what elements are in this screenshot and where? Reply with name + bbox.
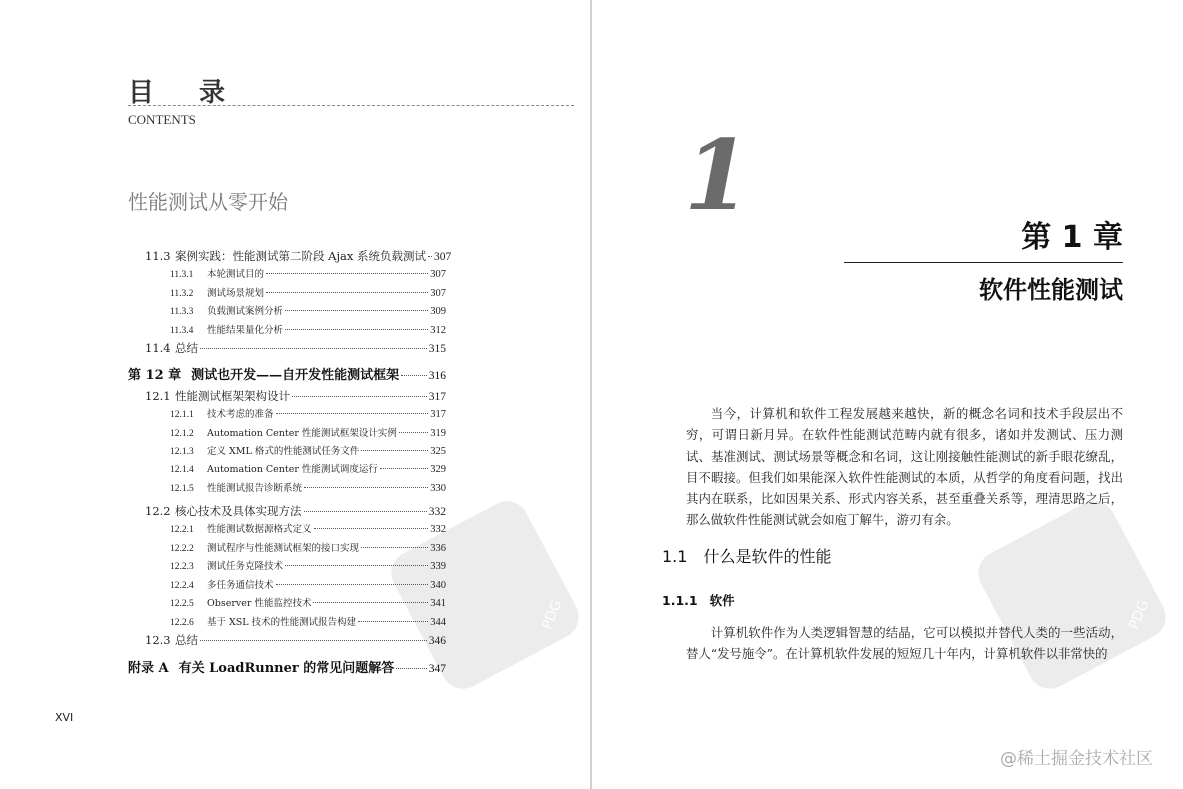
subsection-number: 1.1.1 (662, 593, 698, 608)
toc-entry (170, 540, 446, 554)
body-paragraph: 计算机软件作为人类逻辑智慧的结晶，它可以模拟并替代人类的一些活动，替人“发号施令”。在计算机软件发展的短短几十年内，计算机软件以非常快的 (686, 625, 1123, 662)
toc-entry-number: 12.2.5 (170, 599, 194, 609)
toc-entry-number: 11.4 (145, 341, 171, 355)
toc-entry-page: 312 (430, 325, 446, 336)
toc-entry-page: 309 (430, 306, 446, 317)
toc-leader-dots (292, 396, 427, 397)
toc-entry-number: 12.2.1 (170, 525, 194, 535)
toc-entry (170, 480, 446, 494)
toc-leader-dots (266, 273, 428, 274)
toc-entry-title: 核心技术及具体实现方法 (175, 504, 302, 518)
left-page (0, 0, 591, 789)
toc-leader-dots (285, 329, 428, 330)
toc-entry (170, 285, 446, 299)
toc-entry-number: 12.1.5 (170, 484, 194, 494)
toc-entry-page: 332 (428, 506, 446, 518)
toc-chapter-entry (128, 657, 446, 676)
toc-entry-title: 基于 XSL 技术的性能测试报告构建 (207, 617, 357, 628)
toc-entry-title: 测试场景规划 (207, 288, 265, 299)
toc-entry (145, 388, 446, 404)
book-title: 性能测试从零开始 (128, 190, 288, 214)
toc-entry-page: 329 (430, 464, 446, 475)
section-heading (662, 544, 831, 567)
toc-entry-number: 12.2 (145, 504, 171, 518)
toc-entry-number: 11.3.2 (170, 289, 194, 299)
toc-entry-title: 性能测试数据源格式定义 (207, 524, 312, 535)
chapter-number: 第 1 章 (1021, 220, 1123, 255)
toc-leader-dots (200, 640, 427, 641)
toc-leader-dots (401, 375, 427, 376)
toc-entry-page: 347 (428, 663, 446, 675)
toc-entry (170, 461, 446, 475)
toc-title-rule (128, 105, 574, 106)
toc-entry-page: 316 (428, 370, 446, 382)
toc-entry-page: 319 (430, 428, 446, 439)
toc-leader-dots (428, 256, 432, 257)
toc-entry-page: 339 (430, 561, 446, 572)
toc-entry-number: 12.2.6 (170, 618, 194, 628)
toc-entry-title: 测试也开发——自开发性能测试框架 (191, 368, 400, 383)
toc-entry (145, 632, 446, 648)
toc-entry-page: 307 (430, 288, 446, 299)
toc-entry-page: 332 (430, 524, 446, 535)
toc-entry-title: 定义 XML 格式的性能测试任务文件 (207, 446, 360, 457)
toc-entry-page: 317 (428, 391, 446, 403)
toc-chapter-entry (128, 364, 446, 383)
toc-entry-number: 12.3 (145, 633, 171, 647)
toc-entry-number: 11.3.3 (170, 307, 194, 317)
toc-entry-page: 340 (430, 580, 446, 591)
toc-entry-number: 11.3.4 (170, 326, 194, 336)
chapter-title: 软件性能测试 (979, 276, 1123, 304)
toc-entry (145, 340, 446, 356)
page-folio: XVI (55, 711, 74, 724)
toc-entry-title: 性能测试框架架构设计 (175, 389, 290, 403)
toc-entry-title: Automation Center 性能测试调度运行 (207, 464, 378, 475)
toc-entry (170, 577, 446, 591)
toc-entry (170, 614, 446, 628)
toc-entry (145, 248, 452, 264)
toc-title: 目 录 (128, 78, 244, 108)
toc-leader-dots (361, 547, 428, 548)
toc-leader-dots (399, 432, 428, 433)
toc-entry (170, 425, 446, 439)
toc-entry (170, 558, 446, 572)
site-watermark: @稀土掘金技术社区 (1000, 749, 1153, 769)
toc-leader-dots (304, 487, 428, 488)
toc-entry-number: 12.1.3 (170, 447, 194, 457)
toc-entry-number: 12.2.3 (170, 562, 194, 572)
toc-entry-page: 315 (428, 343, 446, 355)
toc-entry (170, 322, 446, 336)
toc-entry-title: 负载测试案例分析 (207, 306, 284, 317)
toc-entry-page: 346 (428, 635, 446, 647)
toc-leader-dots (266, 292, 428, 293)
chapter-rule (844, 262, 1123, 263)
toc-entry-title: 案例实践：性能测试第二阶段 Ajax 系统负载测试 (175, 249, 427, 263)
toc-entry-title: 性能测试报告诊断系统 (207, 483, 303, 494)
toc-leader-dots (276, 584, 429, 585)
toc-entry (170, 303, 446, 317)
toc-entry-page: 325 (430, 446, 446, 457)
toc-leader-dots (313, 602, 428, 603)
toc-entry (170, 521, 446, 535)
toc-leader-dots (314, 528, 429, 529)
toc-entry-number: 附录 A (128, 661, 169, 676)
pdg-watermark-text: PDG (539, 597, 566, 632)
toc-leader-dots (276, 413, 429, 414)
toc-entry-title: 总结 (175, 341, 198, 355)
toc-subtitle: CONTENTS (128, 112, 196, 127)
toc-entry-title: 总结 (175, 633, 198, 647)
toc-entry-title: 技术考虑的准备 (207, 409, 274, 420)
pdg-watermark-text: PDG (1126, 597, 1153, 632)
toc-entry (170, 595, 446, 609)
toc-entry-page: 344 (430, 617, 446, 628)
toc-entry-number: 11.3.1 (170, 270, 194, 280)
toc-entry-title: 有关 LoadRunner 的常见问题解答 (178, 661, 395, 676)
right-page (592, 0, 1183, 789)
toc-entry-title: 测试程序与性能测试框架的接口实现 (207, 543, 360, 554)
toc-leader-dots (380, 468, 428, 469)
toc-entry (170, 266, 446, 280)
toc-entry-page: 336 (430, 543, 446, 554)
toc-entry-title: 测试任务克隆技术 (207, 561, 284, 572)
toc-entry-page: 307 (434, 251, 452, 263)
toc-entry-title: Automation Center 性能测试框架设计实例 (207, 428, 397, 439)
toc-leader-dots (304, 511, 427, 512)
toc-entry (145, 503, 446, 519)
toc-leader-dots (358, 621, 428, 622)
toc-entry-number: 12.1.4 (170, 465, 194, 475)
section-title: 什么是软件的性能 (703, 547, 832, 566)
toc-entry-title: 性能结果量化分析 (207, 325, 284, 336)
toc-entry-number: 12.2.2 (170, 544, 194, 554)
toc-entry-number: 12.1.2 (170, 429, 194, 439)
toc-leader-dots (285, 565, 428, 566)
subsection-title: 软件 (709, 593, 735, 608)
toc-entry-page: 317 (430, 409, 446, 420)
toc-entry-title: 多任务通信技术 (207, 580, 274, 591)
toc-entry-title: 本轮测试目的 (207, 269, 265, 280)
section-number: 1.1 (662, 547, 688, 566)
toc-entry-number: 12.1.1 (170, 410, 194, 420)
toc-entry-number: 12.2.4 (170, 581, 194, 591)
toc-entry-number: 第 12 章 (128, 368, 182, 383)
toc-entry-number: 12.1 (145, 389, 171, 403)
toc-leader-dots (396, 668, 426, 669)
intro-paragraph: 当今，计算机和软件工程发展越来越快，新的概念名词和技术手段层出不穷，可谓日新月异。在软件性能测试范畴内就有很多，诸如并发测试、压力测试、基准测试、测试场景等概念和名词，这让刚接触性能测试的新手眼花缭乱，目不暇接。但我们如果能深入软件性能测试的本质，从哲学的角度看问题，找出其内在联系，比如因果关系、形式内容关系，甚至重叠关系等，理清思路之后，那么做软件性能测试就会如庖丁解牛，游刃有余。 (686, 406, 1123, 528)
toc-leader-dots (200, 348, 427, 349)
toc-entry-page: 341 (430, 598, 446, 609)
toc-entry (170, 406, 446, 420)
toc-entry (170, 443, 446, 457)
chapter-number-glyph: 1 (684, 119, 751, 232)
toc-entry-title: Observer 性能监控技术 (207, 598, 312, 609)
toc-entry-page: 330 (430, 483, 446, 494)
subsection-heading (662, 591, 735, 609)
toc-leader-dots (361, 450, 428, 451)
toc-entry-number: 11.3 (145, 249, 171, 263)
toc-entry-page: 307 (430, 269, 446, 280)
toc-leader-dots (285, 310, 428, 311)
